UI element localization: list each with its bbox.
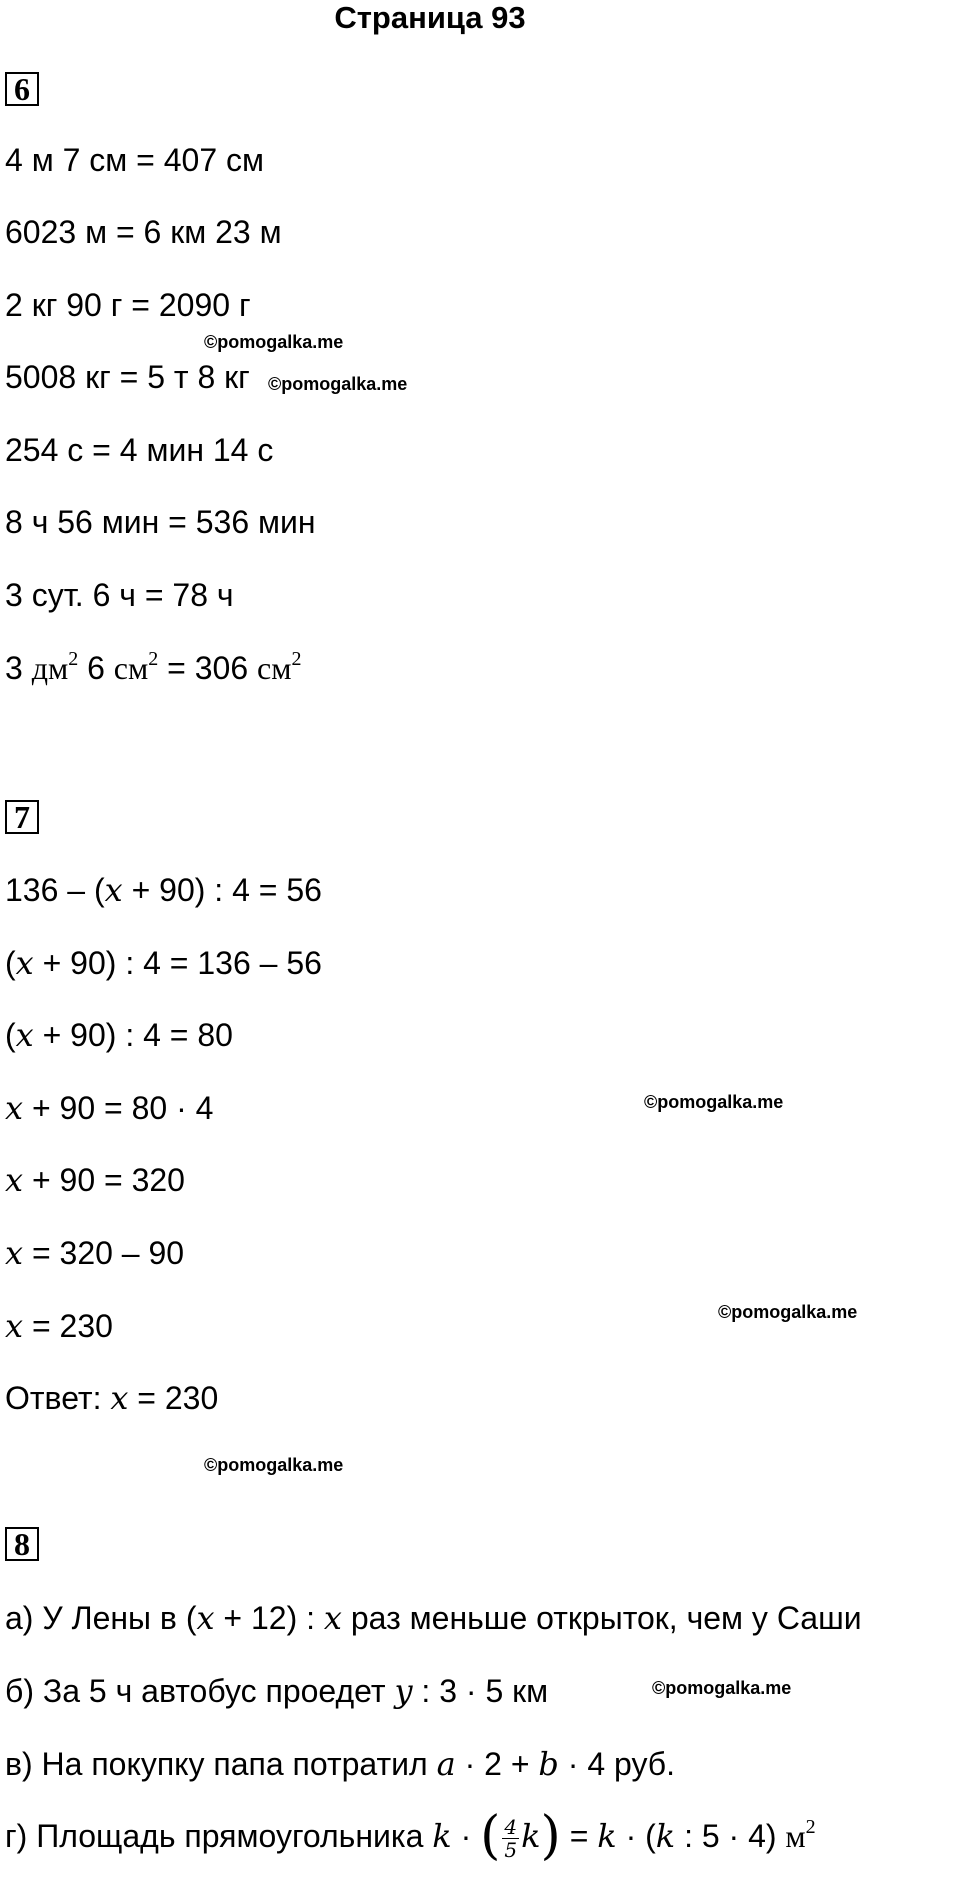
- task-7-line-1: 136 – (x + 90) : 4 = 56: [5, 871, 322, 909]
- task-6-line-7: 3 сут. 6 ч = 78 ч: [5, 577, 234, 613]
- task-8-number: 8: [5, 1527, 39, 1561]
- watermark: ©pomogalka.me: [644, 1092, 784, 1112]
- task-8-item-a: а) У Лены в (x + 12) : x раз меньше открыток, чем у Саши: [5, 1599, 862, 1637]
- task-8-item-d: г) Площадь прямоугольника k · ( $\frac{4}{5}$ k) = k · (k : 5 · 4) $м^2$: [5, 1806, 816, 1866]
- task-8-item-b: б) За 5 ч автобус проедет y : 3 · 5 км: [5, 1672, 549, 1710]
- watermark: ©pomogalka.me: [204, 1455, 344, 1475]
- watermark: ©pomogalka.me: [652, 1678, 792, 1698]
- task-6-line-8: 3 $дм^2$ 6 $см^2 = 306$ $см^2$: [5, 648, 302, 686]
- task-6-line-3: 2 кг 90 г = 2090 г: [5, 287, 251, 323]
- task-7-line-2: (x + 90) : 4 = 136 – 56: [5, 944, 322, 982]
- task-6-line-4: 5008 кг = 5 т 8 кг: [5, 359, 250, 395]
- task-6-line-2: 6023 м = 6 км 23 м: [5, 214, 282, 250]
- watermark: ©pomogalka.me: [718, 1302, 858, 1322]
- task-6-line-6: 8 ч 56 мин = 536 мин: [5, 504, 316, 540]
- task-8-item-c: в) На покупку папа потратил a · 2 + b · 4 руб.: [5, 1745, 676, 1783]
- watermark: ©pomogalka.me: [268, 374, 408, 394]
- right-paren: ): [540, 1806, 561, 1866]
- task-7-line-3: (x + 90) : 4 = 80: [5, 1016, 233, 1054]
- task-7-line-4: x + 90 = 80 · 4: [5, 1089, 214, 1127]
- task-7-line-6: x = 320 – 90: [5, 1234, 185, 1272]
- task-7-number: 7: [5, 800, 39, 834]
- page-title: Страница 93: [334, 0, 526, 35]
- task-6-line-5: 254 с = 4 мин 14 с: [5, 432, 274, 468]
- task-7-answer: Ответ: x = 230: [5, 1379, 219, 1417]
- fraction: $\frac{4}{5}$: [504, 1815, 518, 1863]
- left-paren: (: [480, 1806, 501, 1866]
- task-7-line-7: x = 230: [5, 1307, 113, 1345]
- watermark: ©pomogalka.me: [204, 332, 344, 352]
- task-6-line-1: 4 м 7 см = 407 см: [5, 142, 265, 178]
- task-7-line-5: x + 90 = 320: [5, 1161, 185, 1199]
- task-6-number: 6: [5, 72, 39, 106]
